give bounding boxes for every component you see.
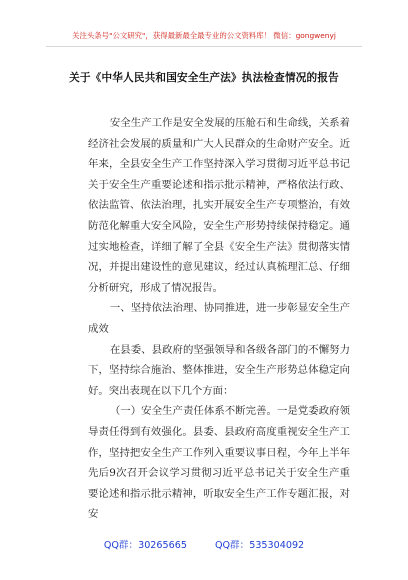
- section-1-paragraph: 在县委、县政府的坚强领导和各级各部门的不懈努力下，坚持综合施治、整体推进，安全生产形势总体稳定向好。突出表现在以下几个方面：: [88, 343, 350, 397]
- subsection-1-paragraph: （一）安全生产责任体系不断完善。一是党委政府领导责任得到有效强化。县委、县政府高度重视安全生产工作，坚持把安全生产工作列入重要议事日程，今年上半年先后9次召开会议学习贯彻习近平总书记关于安全生产重要论述和指示批示精神，听取安全生产工作专题汇报，对安: [88, 405, 350, 521]
- promo-banner: 关注头条号"公文研究"，获得最新最全最专业的公文资料库！ 微信：gongwenyj: [72, 31, 336, 40]
- document-title: 关于《中华人民共和国安全生产法》执法检查情况的报告: [69, 72, 339, 84]
- qq-group-2: QQ群：535304092: [214, 540, 305, 551]
- document-body: [88, 113, 350, 525]
- qq-group-1: QQ群：30265665: [103, 540, 187, 551]
- section-heading-1: 一、坚持依法治理、协同推进，进一步彰显安全生产成效: [88, 302, 350, 335]
- footer-contact: [0, 537, 408, 551]
- header-divider: [46, 46, 362, 47]
- intro-paragraph: 安全生产工作是安全发展的压舱石和生命线，关系着经济社会发展的质量和广大人民群众的生命财产安全。近年来，全县安全生产工作坚持深入学习贯彻习近平总书记关于安全生产重要论述和指示批示精神，严格依法行政、依法监管、依法治理，扎实开展安全生产专项整治，有效防范化解重大安全风险，安全生产形势持续保持稳定。通过实地检查，详细了解了全县《安全生产法》贯彻落实情况，并提出建设性的意见建议，经过认真梳理汇总、仔细分析研究，形成了情况报告。: [88, 117, 350, 294]
